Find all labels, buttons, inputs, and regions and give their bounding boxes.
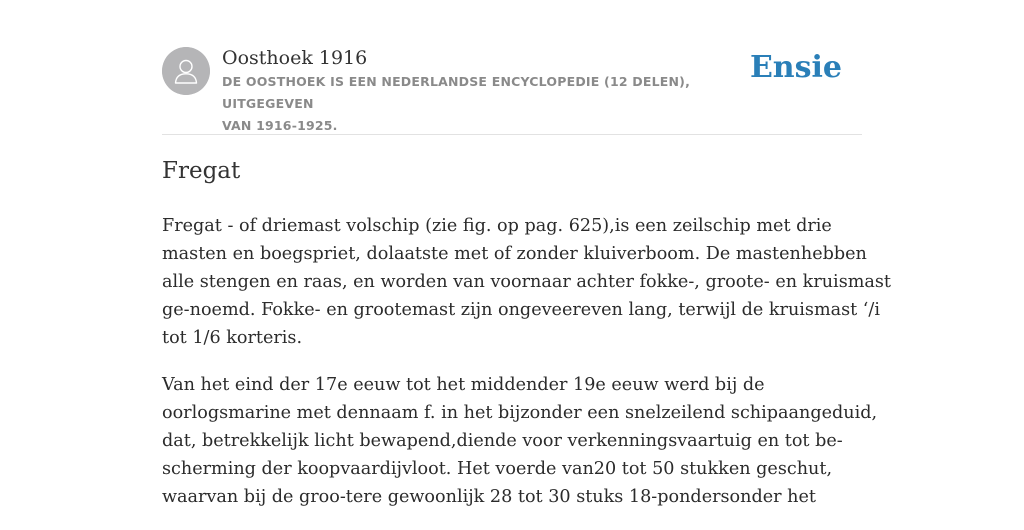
article-body [162, 212, 891, 530]
source-info [222, 46, 762, 137]
avatar[interactable] [162, 47, 210, 95]
source-description-line: DE OOSTHOEK IS EEN NEDERLANDSE ENCYCLOPEDIE (12 DELEN), UITGEGEVEN [222, 74, 691, 111]
paragraph-line: ge-noemd. Fokke- en grootemast zijn ongeveereven lang, terwijl de kruismast ‘/i [162, 300, 880, 320]
paragraph-line: alle stengen en raas, en worden van voornaar achter fokke-, groote- en kruismast [162, 272, 891, 292]
user-silhouette-icon [162, 47, 210, 95]
article-paragraph [162, 371, 878, 511]
paragraph-line: scherming der koopvaardijvloot. Het voerde van20 tot 50 stukken geschut, [162, 459, 833, 479]
article-title: Fregat [162, 158, 241, 184]
paragraph-line: masten en boegspriet, dolaatste met of zonder kluiverboom. De mastenhebben [162, 244, 867, 264]
paragraph-line: dat, betrekkelijk licht bewapend,diende voor verkenningsvaartuig en tot be- [162, 431, 843, 451]
paragraph-line: oorlogsmarine met dennaam f. in het bijzonder een snelzeilend schipaangeduid, [162, 403, 878, 423]
source-header [162, 0, 862, 135]
page-container [162, 0, 891, 507]
paragraph-line: tot 1/6 korteris. [162, 328, 303, 348]
source-title[interactable]: Oosthoek 1916 [222, 47, 368, 69]
paragraph-line: Van het eind der 17e eeuw tot het middender 19e eeuw werd bij de [162, 375, 765, 395]
ensie-logo[interactable]: Ensie [749, 50, 842, 85]
paragraph-line: Fregat - of driemast volschip (zie fig. op pag. 625),is een zeilschip met drie [162, 216, 832, 236]
paragraph-line: waarvan bij de groo-tere gewoonlijk 28 tot 30 stuks 18-pondersonder het [162, 487, 816, 507]
source-description [222, 71, 762, 137]
source-description-line: VAN 1916-1925. [222, 118, 338, 133]
article-paragraph [162, 212, 891, 352]
